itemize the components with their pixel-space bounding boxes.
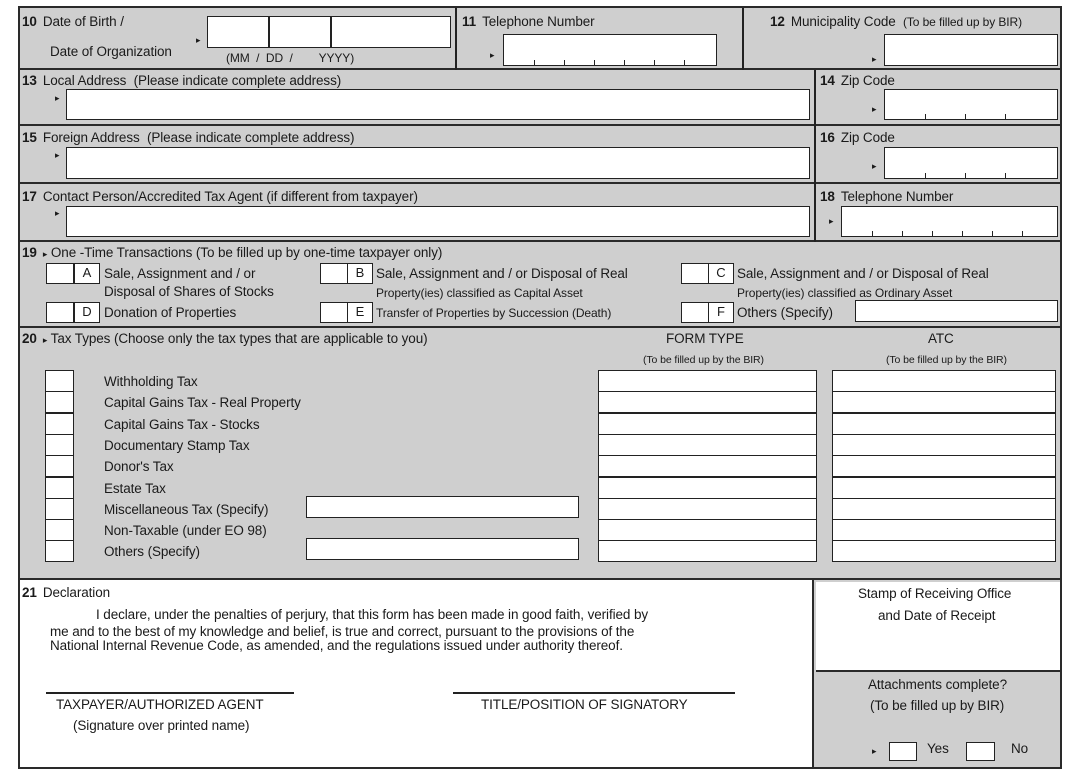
tax-type-label: Donor's Tax: [104, 459, 174, 474]
divider: [814, 126, 816, 184]
declaration-text-3: National Internal Revenue Code, as amended, and the regulations issued under authority thereof.: [50, 638, 623, 653]
tax-type-checkbox[interactable]: [45, 540, 74, 562]
option-d-label: Donation of Properties: [104, 305, 237, 320]
foreign-address-label: 15 Foreign Address (Please indicate complete address): [22, 130, 355, 145]
municipality-code-input[interactable]: [884, 34, 1058, 66]
tax-type-checkbox[interactable]: [45, 391, 74, 413]
option-a-label-2: Disposal of Shares of Stocks: [104, 284, 274, 299]
municipality-code-label: 12 Municipality Code (To be filled up by BIR): [770, 14, 1022, 29]
atc-cell[interactable]: [832, 370, 1056, 392]
date-divider: [268, 16, 270, 48]
form-type-cell[interactable]: [598, 391, 817, 413]
pointer-icon: ▸: [196, 35, 201, 45]
tax-type-checkbox[interactable]: [45, 498, 74, 520]
telephone-label: 11 Telephone Number: [462, 14, 595, 29]
form-type-cell[interactable]: [598, 413, 817, 435]
others-specify-input[interactable]: [855, 300, 1058, 322]
letter-c: C: [708, 263, 734, 284]
option-c-label: Sale, Assignment and / or Disposal of Real: [737, 266, 989, 281]
divider: [455, 8, 457, 70]
option-e-label: Transfer of Properties by Succession (Death): [376, 306, 612, 320]
pointer-icon: ▸: [872, 746, 877, 756]
tax-type-checkbox[interactable]: [45, 370, 74, 392]
pointer-icon: ▸: [490, 50, 495, 60]
tax-type-checkbox[interactable]: [45, 455, 74, 477]
attachments-label: Attachments complete?: [868, 677, 1007, 692]
zip-code-label: 14 Zip Code: [820, 73, 895, 88]
atc-note: (To be filled up by the BIR): [886, 354, 1007, 366]
tax-types-title: 20 ▸ Tax Types (Choose only the tax types that are applicable to you): [22, 331, 428, 346]
checkbox-a[interactable]: [46, 263, 74, 284]
declaration-text-1: I declare, under the penalties of perjury, that this form has been made in good faith, verified by: [96, 607, 649, 622]
yes-label: Yes: [927, 741, 949, 756]
stamp-label-1: Stamp of Receiving Office: [858, 586, 1012, 601]
tax-type-label: Capital Gains Tax - Real Property: [104, 395, 301, 410]
form-type-cell[interactable]: [598, 434, 817, 456]
atc-cell[interactable]: [832, 477, 1056, 499]
tax-type-label: Others (Specify): [104, 544, 200, 559]
divider: [814, 70, 816, 126]
date-of-birth-label: 10 Date of Birth /: [22, 14, 124, 29]
signature-line-taxpayer: [46, 692, 294, 694]
local-address-label: 13 Local Address (Please indicate complete address): [22, 73, 342, 88]
option-b-label-2: Property(ies) classified as Capital Asset: [376, 286, 583, 300]
attachments-note: (To be filled up by BIR): [870, 698, 1005, 713]
form-type-note: (To be filled up by the BIR): [643, 354, 764, 366]
attachments-yes-checkbox[interactable]: [889, 742, 917, 761]
contact-person-label: 17 Contact Person/Accredited Tax Agent (if different from taxpayer): [22, 189, 418, 204]
atc-cell[interactable]: [832, 455, 1056, 477]
letter-d: D: [74, 302, 100, 323]
date-of-organization-label: Date of Organization: [50, 44, 172, 59]
checkbox-d[interactable]: [46, 302, 74, 323]
option-a-label: Sale, Assignment and / or: [104, 266, 256, 281]
divider: [742, 8, 744, 70]
date-format-hint: (MM / DD / YYYY): [226, 51, 355, 65]
tax-type-checkbox[interactable]: [45, 434, 74, 456]
atc-header: ATC: [928, 331, 954, 346]
form-type-cell[interactable]: [598, 540, 817, 562]
form-type-cell[interactable]: [598, 477, 817, 499]
pointer-icon: ▸: [55, 150, 60, 160]
signature-line-title: [453, 692, 735, 694]
pointer-icon: ▸: [872, 54, 877, 64]
one-time-transactions-title: 19 ▸ One -Time Transactions (To be filled up by one-time taxpayer only): [22, 245, 443, 260]
date-divider: [330, 16, 332, 48]
tax-type-label: Withholding Tax: [104, 374, 198, 389]
telephone-input[interactable]: [503, 34, 717, 66]
checkbox-b[interactable]: [320, 263, 348, 284]
option-b-label: Sale, Assignment and / or Disposal of Real: [376, 266, 628, 281]
misc-tax-specify-input[interactable]: [306, 496, 579, 518]
pointer-icon: ▸: [55, 208, 60, 218]
declaration-title: 21 Declaration: [22, 585, 111, 600]
no-label: No: [1011, 741, 1029, 756]
atc-cell[interactable]: [832, 434, 1056, 456]
local-zip-input[interactable]: [884, 89, 1058, 120]
date-of-birth-input[interactable]: [207, 16, 451, 48]
taxpayer-signature-sub: (Signature over printed name): [73, 718, 250, 733]
pointer-icon: ▸: [872, 161, 877, 171]
form-type-cell[interactable]: [598, 498, 817, 520]
atc-cell[interactable]: [832, 519, 1056, 541]
atc-cell[interactable]: [832, 540, 1056, 562]
checkbox-c[interactable]: [681, 263, 709, 284]
tax-type-label: Capital Gains Tax - Stocks: [104, 417, 260, 432]
tax-type-label: Non-Taxable (under EO 98): [104, 523, 267, 538]
attachments-no-checkbox[interactable]: [966, 742, 995, 761]
tax-type-checkbox[interactable]: [45, 519, 74, 541]
pointer-icon: ▸: [55, 93, 60, 103]
letter-b: B: [347, 263, 373, 284]
tax-type-label: Miscellaneous Tax (Specify): [104, 502, 269, 517]
form-type-header: FORM TYPE: [666, 331, 744, 346]
letter-e: E: [347, 302, 373, 323]
foreign-zip-input[interactable]: [884, 147, 1058, 179]
option-f-label: Others (Specify): [737, 305, 833, 320]
checkbox-e[interactable]: [320, 302, 348, 323]
top-cut-strip: [18, 0, 1062, 8]
letter-f: F: [708, 302, 734, 323]
divider: [814, 184, 816, 242]
letter-a: A: [74, 263, 100, 284]
declaration-text-2: me and to the best of my knowledge and belief, is true and correct, pursuant to the provisions of the: [50, 624, 635, 639]
atc-cell[interactable]: [832, 413, 1056, 435]
form-type-cell[interactable]: [598, 455, 817, 477]
tax-type-checkbox[interactable]: [45, 413, 74, 435]
pointer-icon: ▸: [872, 104, 877, 114]
tax-type-label: Documentary Stamp Tax: [104, 438, 250, 453]
tax-type-label: Estate Tax: [104, 481, 166, 496]
contact-telephone-label: 18 Telephone Number: [820, 189, 954, 204]
title-position-label: TITLE/POSITION OF SIGNATORY: [481, 697, 688, 712]
atc-cell[interactable]: [832, 498, 1056, 520]
form-type-cell[interactable]: [598, 370, 817, 392]
others-tax-specify-input[interactable]: [306, 538, 579, 560]
taxpayer-signature-label: TAXPAYER/AUTHORIZED AGENT: [56, 697, 264, 712]
foreign-address-input[interactable]: [66, 147, 810, 179]
stamp-label-2: and Date of Receipt: [878, 608, 996, 623]
option-c-label-2: Property(ies) classified as Ordinary Asset: [737, 286, 953, 300]
atc-cell[interactable]: [832, 391, 1056, 413]
pointer-icon: ▸: [829, 216, 834, 226]
local-address-input[interactable]: [66, 89, 810, 120]
zip-code-label: 16 Zip Code: [820, 130, 895, 145]
checkbox-f[interactable]: [681, 302, 709, 323]
contact-telephone-input[interactable]: [841, 206, 1058, 237]
form-type-cell[interactable]: [598, 519, 817, 541]
tax-type-checkbox[interactable]: [45, 477, 74, 499]
contact-person-input[interactable]: [66, 206, 810, 237]
